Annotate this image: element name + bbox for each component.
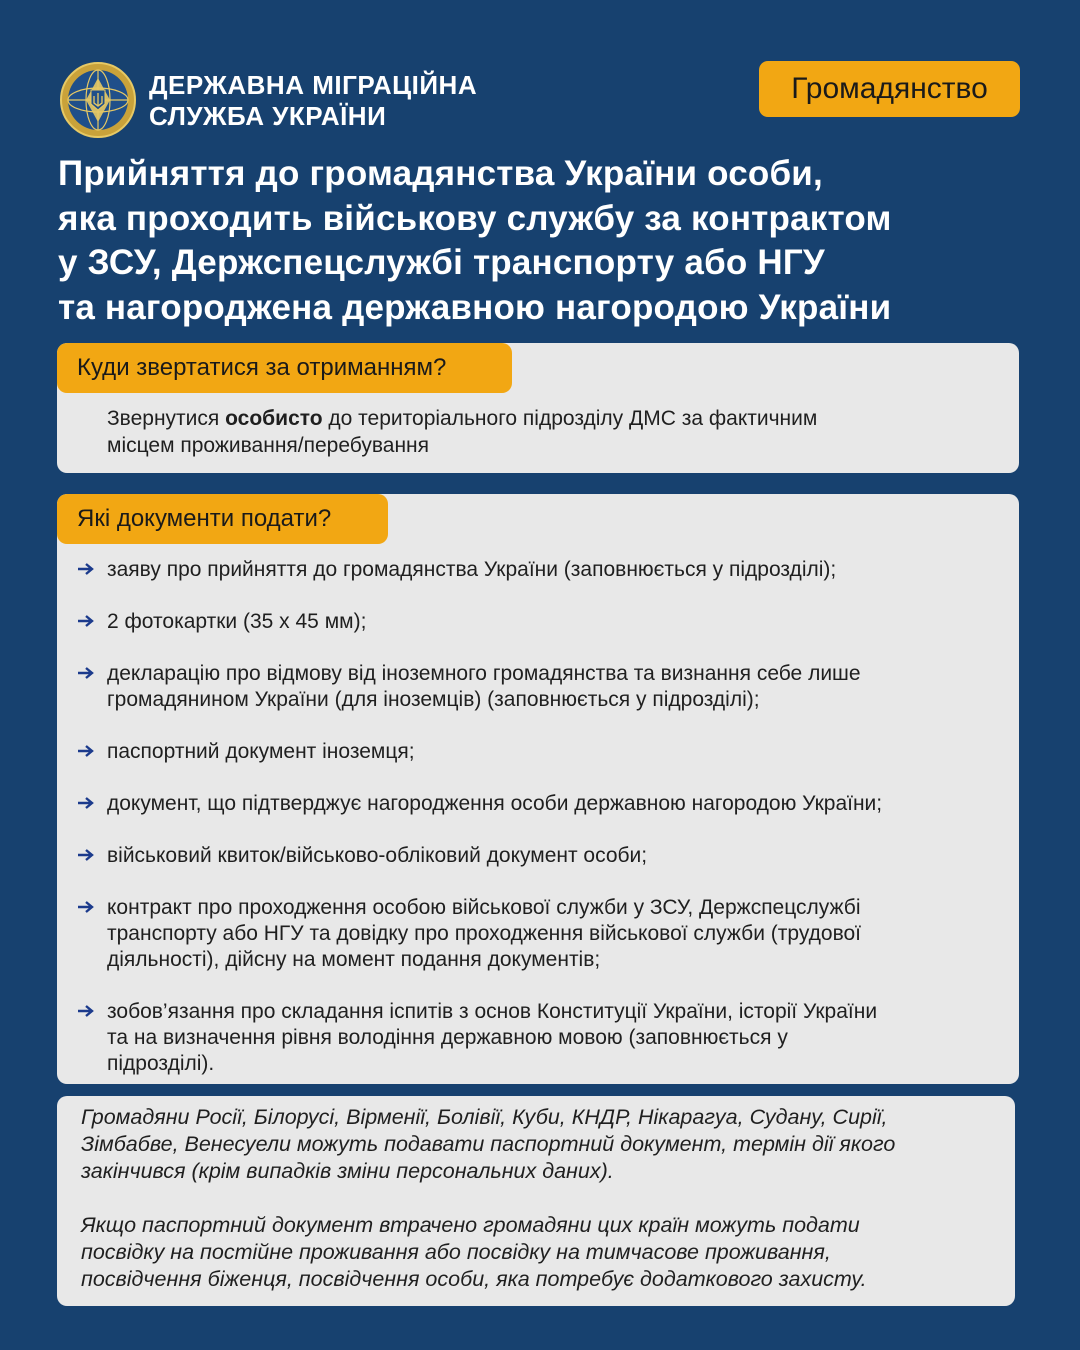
document-line: транспорту або НГУ та довідку про проходження військової служби (трудової (107, 922, 862, 945)
org-name-line: СЛУЖБА УКРАЇНИ (149, 101, 387, 131)
document-line: військовий квиток/військово-обліковий документ особи; (107, 844, 648, 867)
arrow-right-icon (77, 899, 95, 915)
arrow-right-icon (77, 665, 95, 681)
title-line: яка проходить військову службу за контрактом (58, 198, 892, 238)
document-line: заяву про прийняття до громадянства України (заповнюється у підрозділі); (107, 558, 837, 581)
title-line: та нагороджена державною нагородою України (58, 287, 892, 327)
title-line: у ЗСУ, Держспецслужбі транспорту або НГУ (58, 243, 825, 282)
note-line: закінчився (крім випадків зміни персональних даних). (81, 1159, 614, 1183)
document-line: підрозділі). (107, 1052, 215, 1075)
document-line: зобов’язання про складання іспитів з основ Конституції України, історії України (107, 1000, 878, 1023)
arrow-right-icon (77, 613, 95, 629)
note-paragraph-2 (81, 1212, 1001, 1293)
note-line: Зімбабве, Венесуели можуть подавати паспортний документ, термін дії якого (81, 1132, 896, 1156)
where-line-2: місцем проживання/перебування (107, 434, 430, 457)
arrow-right-icon (77, 1003, 95, 1019)
organization-name (149, 70, 477, 132)
arrow-right-icon (77, 847, 95, 863)
document-line: паспортний документ іноземця; (107, 740, 415, 763)
document-line: декларацію про відмову від іноземного громадянства та визнання себе лише (107, 662, 861, 685)
page-title (58, 152, 1038, 330)
arrow-right-icon (77, 561, 95, 577)
notes-card (57, 1096, 1015, 1306)
document-line: контракт про проходження особою військової служби у ЗСУ, Держспецслужбі (107, 896, 861, 919)
org-name-line: ДЕРЖАВНА МІГРАЦІЙНА (149, 70, 478, 100)
documents-heading: Які документи подати? (57, 494, 388, 544)
document-line: 2 фотокартки (35 х 45 мм); (107, 610, 367, 633)
note-line: посвідку на постійне проживання або посвідку на тимчасове проживання, (81, 1240, 831, 1264)
document-line: громадянином України (для іноземців) (заповнюється у підрозділі); (107, 688, 760, 711)
documents-card (57, 494, 1019, 1084)
document-line: документ, що підтверджує нагородження особи державною нагородою України; (107, 792, 883, 815)
category-tag: Громадянство (759, 61, 1020, 117)
where-line-1: Звернутися особисто до територіального підрозділу ДМС за фактичним (107, 407, 818, 430)
where-to-apply-card (57, 343, 1019, 473)
note-line: Громадяни Росії, Білорусі, Вірменії, Болівії, Куби, КНДР, Нікарагуа, Судану, Сирії, (81, 1105, 888, 1129)
where-to-apply-text (107, 405, 987, 459)
document-line: діяльності), дійсну на момент подання документів; (107, 948, 601, 971)
title-line: Прийняття до громадянства України особи, (58, 154, 823, 193)
note-line: посвідчення біженця, посвідчення особи, яка потребує додаткового захисту. (81, 1267, 867, 1291)
document-line: та на визначення рівня володіння державною мовою (заповнюється у (107, 1026, 788, 1049)
note-paragraph-1 (81, 1104, 1001, 1185)
where-to-apply-heading: Куди звертатися за отриманням? (57, 343, 512, 393)
note-line: Якщо паспортний документ втрачено громадяни цих країн можуть подати (81, 1213, 860, 1237)
arrow-right-icon (77, 795, 95, 811)
emblem-icon (58, 60, 138, 140)
arrow-right-icon (77, 743, 95, 759)
